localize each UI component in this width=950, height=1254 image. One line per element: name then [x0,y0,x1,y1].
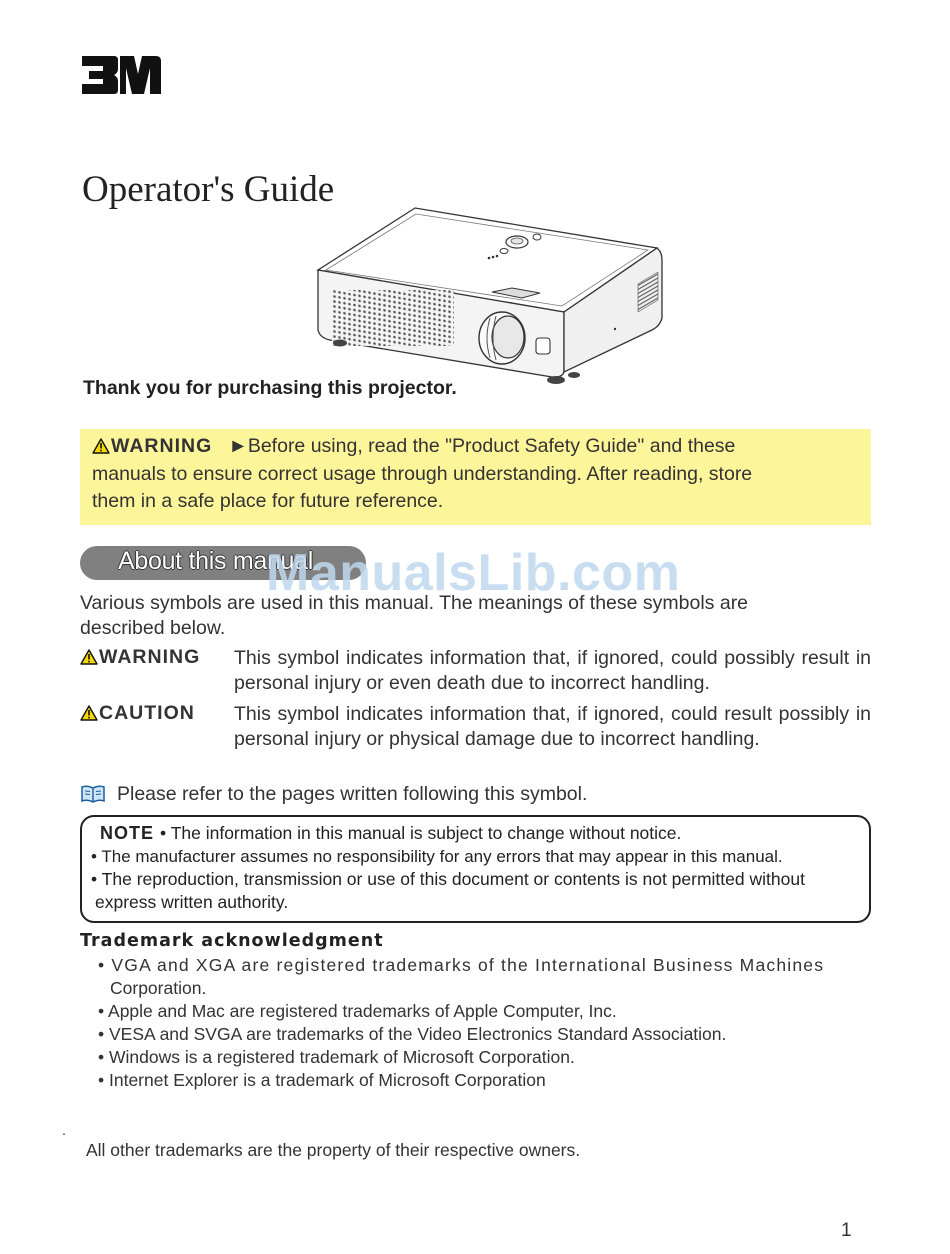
note-box [80,815,871,923]
book-icon [80,784,106,804]
note-item-2: • The manufacturer assumes no responsibility for any errors that may appear in this manual. [91,847,783,866]
warning-line-2: manuals to ensure correct usage through understanding. After reading, store [92,462,753,485]
watermark: ManualsLib.com [266,544,681,602]
warning-triangle-icon [80,649,98,665]
trademark-item: • Apple and Mac are registered trademarks of Apple Computer, Inc. [98,1001,617,1021]
intro-line-2: described below. [80,617,226,639]
thank-you-text: Thank you for purchasing this projector. [83,377,457,399]
symbol-caution-text: CAUTION [99,702,195,724]
warning-box [80,429,871,525]
brand-logo [80,52,164,98]
warning-line-1: Before using, read the "Product Safety Guide" and these [247,435,736,457]
trademark-item: • Internet Explorer is a trademark of Microsoft Corporation [98,1070,546,1090]
note-item-3: • The reproduction, transmission or use of this document or contents is not permitted without [91,869,805,889]
section-heading-text: About this manual [118,547,314,575]
symbol-caution-desc: This symbol indicates information that, if ignored, could result possibly in personal injury or physical damage due to incorrect handling. [234,703,871,750]
warning-label: WARNING [111,435,213,457]
warning-triangle-icon [92,438,110,454]
trademark-item-cont: Corporation. [110,978,207,998]
reference-text: Please refer to the pages written following this symbol. [117,783,588,805]
trademark-heading: Trademark acknowledgment [80,931,384,951]
page-number: 1 [841,1220,852,1241]
intro-line-1: Various symbols are used in this manual. The meanings of these symbols are [80,592,749,614]
symbol-warning-label [80,646,200,669]
trademark-item: • Windows is a registered trademark of Microsoft Corporation. [98,1047,575,1067]
symbol-warning-text: WARNING [99,646,201,668]
warning-line-3: them in a safe place for future reference. [92,490,444,512]
note-item-3-cont: express written authority. [95,892,289,912]
intro-paragraph [80,591,870,641]
projector-image [312,200,672,395]
trademark-item [98,954,872,1000]
symbol-caution-label [80,702,195,725]
warning-text [92,433,862,516]
other-trademarks-text: All other trademarks are the property of their respective owners. [86,1140,581,1160]
trademark-item: • VESA and SVGA are trademarks of the Video Electronics Standard Association. [98,1024,727,1044]
arrow-icon: ► [228,435,248,457]
note-label: NOTE [100,823,155,843]
note-item-1: • The information in this manual is subject to change without notice. [160,823,682,843]
trademark-item-text: • VGA and XGA are registered trademarks of the International Business Machines [98,955,825,975]
page-title: Operator's Guide [82,169,335,210]
symbol-warning-desc: This symbol indicates information that, if ignored, could possibly result in personal injury or even death due to incorrect handling. [234,647,871,694]
stray-dot: . [62,1122,66,1138]
caution-triangle-icon [80,705,98,721]
trademark-list [98,954,872,1092]
